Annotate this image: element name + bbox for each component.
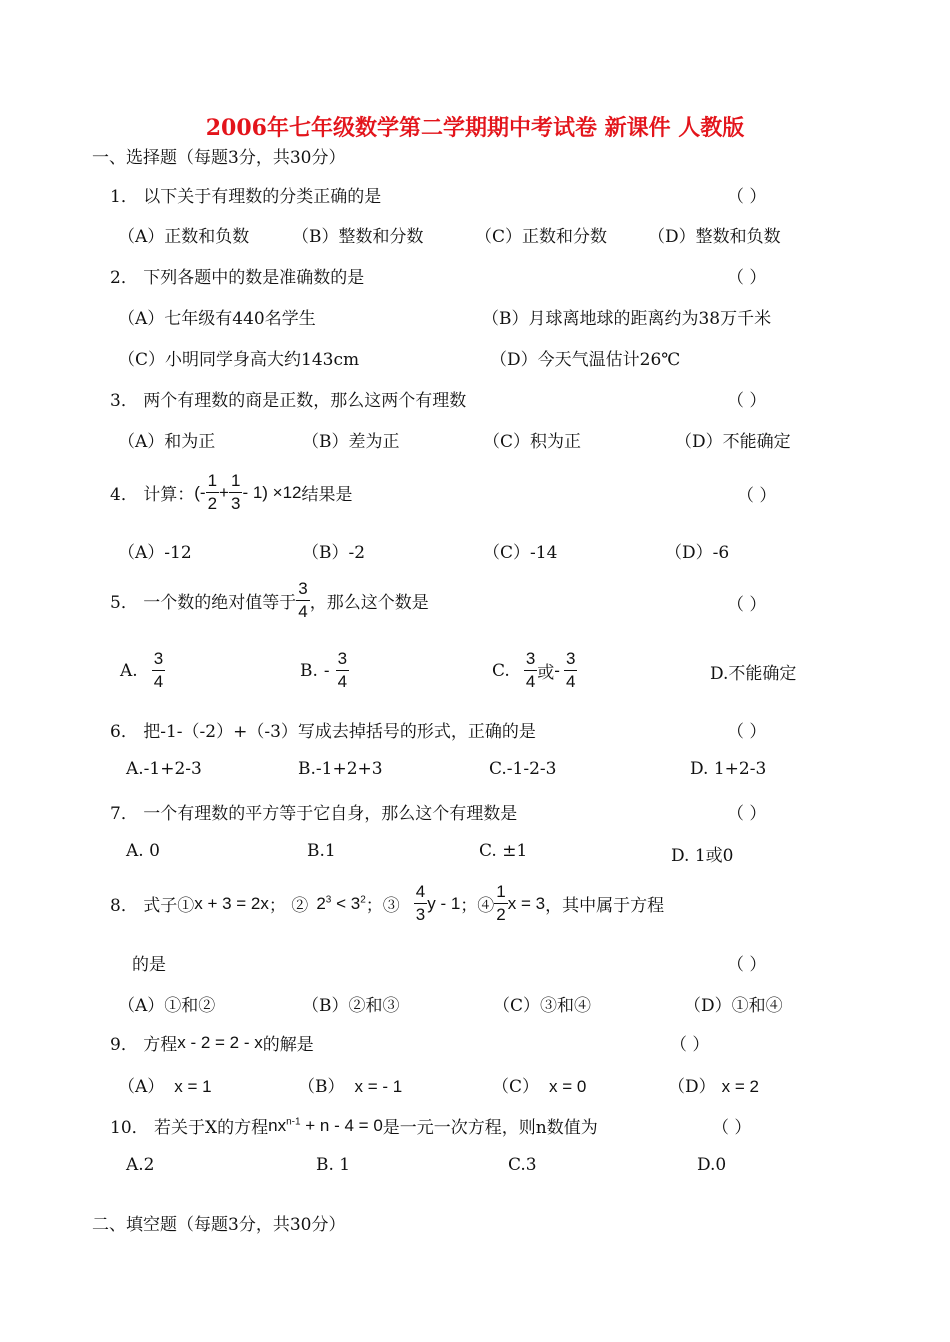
q8-option-a: （A）①和② (118, 996, 216, 1016)
q9-option-b: （B） x = - 1 (298, 1077, 403, 1097)
question-6: 6． 把-1-（-2）+（-3）写成去掉括号的形式，正确的是 (110, 722, 536, 742)
q4-label: 4． 计算： (110, 485, 195, 505)
page-title: 2006年七年级数学第二学期期中考试卷 新课件 人教版 (205, 115, 745, 141)
q5-option-a: A. $\frac{3}{4}$ (120, 649, 164, 691)
q4-fraction-1: $\frac{1}{2}$ (207, 471, 218, 513)
q6-option-a: A.-1+2-3 (126, 759, 202, 779)
q10-option-d: D.0 (697, 1155, 727, 1175)
question-3: 3． 两个有理数的商是正数，那么这两个有理数 (110, 391, 467, 411)
q1-option-b: （B）整数和分数 (292, 227, 424, 247)
q4-option-a: （A）-12 (118, 543, 192, 563)
question-8-continued: 的是 (132, 955, 166, 975)
answer-blank: （ ） (727, 804, 767, 824)
answer-blank: （ ） (737, 486, 777, 506)
question-5 (110, 578, 429, 623)
answer-blank: （ ） (727, 722, 767, 742)
answer-blank: （ ） (727, 268, 767, 288)
q2-option-b: （B）月球离地球的距离约为38万千米 (482, 309, 772, 329)
q8-option-d: （D）①和④ (684, 996, 783, 1016)
q4-suffix: 结果是 (301, 485, 353, 505)
q5-option-c: C. $\frac{3}{4}$ 或 - $\frac{3}{4}$ (492, 649, 576, 691)
q3-option-a: （A）和为正 (118, 432, 216, 452)
answer-blank: （ ） (727, 187, 767, 207)
q5-fraction: $\frac{3}{4}$ (298, 579, 308, 621)
question-2: 2． 下列各题中的数是准确数的是 (110, 268, 365, 288)
q1-option-c: （C）正数和分数 (475, 227, 608, 247)
q2-option-a: （A）七年级有440名学生 (118, 309, 316, 329)
section-heading-fill: 二、填空题（每题3分，共30分） (92, 1215, 346, 1235)
q5-option-b: B. - $\frac{3}{4}$ (300, 649, 348, 691)
question-7: 7． 一个有理数的平方等于它自身，那么这个有理数是 (110, 804, 518, 824)
q9-option-a: （A） x = 1 (118, 1077, 212, 1097)
q4-fraction-2: $\frac{1}{3}$ (230, 471, 241, 513)
q2-option-c: （C）小明同学身高大约143cm (118, 350, 360, 370)
q7-option-c: C. ±1 (479, 841, 528, 861)
answer-blank: （ ） (727, 595, 767, 615)
answer-blank: （ ） (712, 1118, 752, 1138)
q1-option-d: （D）整数和负数 (648, 227, 781, 247)
q7-option-a: A. 0 (126, 841, 160, 861)
answer-blank: （ ） (727, 955, 767, 975)
question-8: 8． 式子① x + 3 = 2x ； ② $2^3 < 3^2$ ；③ $\frac{4}{3}$ y - 1 ；④ $\frac{1}{2}$ x = 3 ，其中属于方程 (110, 882, 665, 924)
q5-suffix: ，那么这个数是 (309, 593, 429, 613)
q5-option-d: D.不能确定 (710, 664, 797, 684)
q7-option-d: D. 1或0 (671, 846, 734, 866)
q4-option-b: （B）-2 (302, 543, 366, 563)
q10-option-c: C.3 (508, 1155, 537, 1175)
q4-plus: + (219, 482, 229, 502)
question-1: 1． 以下关于有理数的分类正确的是 (110, 187, 382, 207)
answer-blank: （ ） (670, 1035, 710, 1055)
q6-option-b: B.-1+2+3 (298, 759, 383, 779)
question-4 (110, 470, 353, 515)
q3-option-d: （D）不能确定 (675, 432, 791, 452)
question-10: 10． 若关于X的方程 $nx^{n-1} + n - 4 = 0$ 是一元一次方程，则n数值为 (110, 1115, 598, 1138)
q9-option-d: （D） x = 2 (668, 1077, 759, 1097)
q10-option-a: A.2 (126, 1155, 155, 1175)
q9-option-c: （C） x = 0 (492, 1077, 587, 1097)
q4-expr-tail: - 1) ×12 (242, 482, 302, 502)
q10-option-b: B. 1 (316, 1155, 351, 1175)
q2-option-d: （D）今天气温估计26℃ (490, 350, 681, 370)
q3-option-c: （C）积为正 (483, 432, 582, 452)
q6-option-d: D. 1+2-3 (690, 759, 767, 779)
q7-option-b: B.1 (307, 841, 336, 861)
q3-option-b: （B）差为正 (302, 432, 400, 452)
q8-option-b: （B）②和③ (302, 996, 400, 1016)
q6-option-c: C.-1-2-3 (489, 759, 557, 779)
q1-option-a: （A）正数和负数 (118, 227, 250, 247)
q5-text: 5． 一个数的绝对值等于 (110, 593, 297, 613)
q4-expr-open: (- (194, 482, 206, 502)
q4-option-c: （C）-14 (483, 543, 558, 563)
section-heading-choice: 一、选择题（每题3分，共30分） (92, 148, 346, 168)
question-9: 9． 方程 x - 2 = 2 - x 的解是 (110, 1032, 314, 1055)
answer-blank: （ ） (727, 391, 767, 411)
q8-option-c: （C）③和④ (493, 996, 592, 1016)
q4-option-d: （D）-6 (665, 543, 730, 563)
